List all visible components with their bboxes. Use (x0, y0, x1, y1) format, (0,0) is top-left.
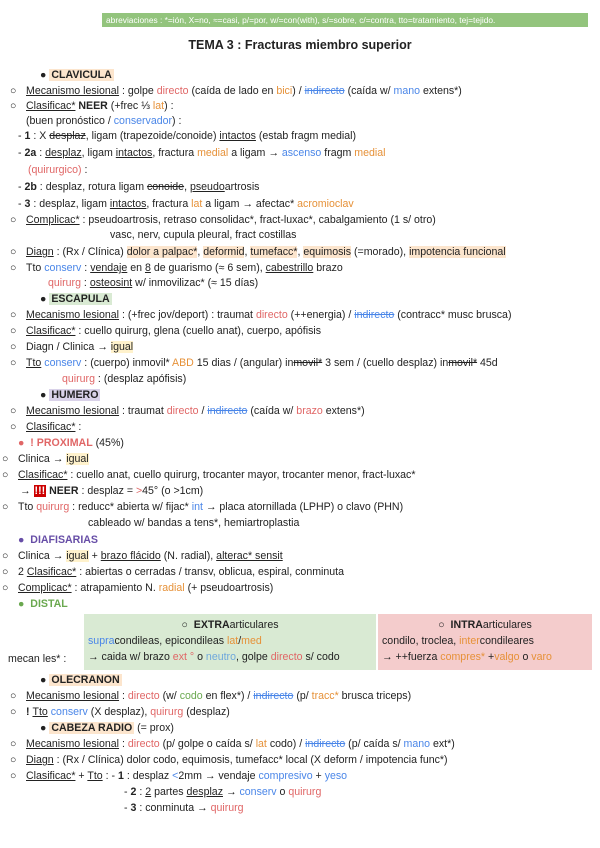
distal-heading (18, 597, 68, 611)
circle-bullet-icon: ○ (10, 309, 17, 321)
clavicula-grado-2a-quirurgico: (quirurgico) : (28, 164, 88, 176)
olecranon-mecanismo: ○ Mecanismo lesional : directo (w/ codo en flex*) / indirecto (p/ tracc* brusca triceps) (10, 690, 412, 702)
clavicula-clasificacion: ○ Clasificac* NEER (+frec ⅓ lat) : (10, 100, 174, 112)
circle-bullet-icon: ○ (10, 262, 17, 274)
clavicula-tratamiento-quirurgico: quirurg : osteosint w/ inmovilizac* (≈ 15 días) (48, 277, 259, 289)
clavicula-tratamiento: ○ Tto conserv : vendaje en 8 de guarismo (≈ 6 sem), cabestrillo brazo (10, 262, 343, 274)
bullet-icon: ● (40, 674, 47, 686)
clavicula-diagnostico: ○ Diagn : (Rx / Clínica) dolor a palpac*, deformid, tumefacc*, equimosis (=morado), impotencia funcional (10, 246, 506, 258)
olecranon-tratamiento: ○ ! Tto conserv (X desplaz), quirurg (desplaz) (10, 706, 230, 718)
cabeza-radio-heading: ● CABEZA RADIO (= prox) (40, 722, 174, 734)
cabeza-radio-clasificacion: ○ Clasificac* + Tto : - 1 : desplaz <2mm → vendaje compresivo + yeso (10, 770, 348, 782)
bullet-icon: ● (40, 69, 47, 81)
escapula-diagnostico: ○ Diagn / Clinica → igual (10, 341, 134, 353)
bullet-icon: ● (18, 534, 25, 546)
circle-bullet-icon: ○ (10, 690, 17, 702)
circle-bullet-icon: ○ (2, 550, 9, 562)
diafisarias-clinica: ○ Clinica → igual + brazo flácido (N. radial), alterac* sensit (2, 550, 283, 562)
intraarticulares-title: ○ INTRAarticulares (438, 619, 532, 631)
circle-bullet-icon: ○ (10, 770, 17, 782)
circle-bullet-icon: ○ (2, 566, 9, 578)
escapula-title: ESCAPULA (51, 293, 110, 305)
circle-bullet-icon: ○ (10, 754, 17, 766)
clavicula-title: CLAVICULA (51, 69, 112, 81)
diafisarias-title: DIAFISARIAS (30, 534, 98, 546)
extraarticulares-tipos: supracondileas, epicondileas lat/med (88, 635, 262, 647)
circle-bullet-icon: ○ (438, 619, 445, 631)
bullet-icon: ● (18, 437, 25, 449)
cabeza-radio-diagnostico: ○ Diagn : (Rx / Clínica) dolor codo, equimosis, tumefacc* local (X deform / impotencia func*) (10, 754, 448, 766)
distal-mecanismo-label: mecan les* : (8, 653, 67, 665)
olecranon-title: OLECRANON (51, 674, 120, 686)
proximal-neer: → !!! NEER : desplaz = >45° (o >1cm) (20, 485, 204, 497)
page-title: TEMA 3 : Fracturas miembro superior (188, 38, 412, 52)
circle-bullet-icon: ○ (10, 325, 17, 337)
circle-bullet-icon: ○ (2, 582, 9, 594)
proximal-heading: ● ! PROXIMAL (45%) (18, 437, 124, 449)
circle-bullet-icon: ○ (10, 706, 17, 718)
clavicula-complicaciones-2: vasc, nerv, cupula pleural, fract costillas (110, 229, 297, 241)
proximal-clinica: ○ Clinica → igual (2, 453, 89, 465)
diafisarias-complicaciones: ○ Complicac* : atrapamiento N. radial (+ pseudoartrosis) (2, 582, 274, 594)
circle-bullet-icon: ○ (10, 214, 17, 226)
humero-title: HUMERO (51, 389, 99, 401)
intraarticulares-tipos: condilo, troclea, intercondileares (382, 635, 534, 647)
olecranon-heading (40, 673, 122, 687)
extraarticulares-mecanismo: → caida w/ brazo ext ° o neutro, golpe directo s/ codo (88, 651, 340, 663)
cabeza-radio-grado-3: - 3 : conminuta → quirurg (124, 802, 244, 814)
humero-mecanismo: ○ Mecanismo lesional : traumat directo / indirecto (caída w/ brazo extens*) (10, 405, 365, 417)
extraarticulares-title: ○ EXTRAarticulares (181, 619, 279, 631)
proximal-tratamiento-2: cableado w/ bandas a tens*, hemiartroplastia (88, 517, 300, 529)
circle-bullet-icon: ○ (10, 100, 17, 112)
clavicula-grado-3: - 3 : desplaz, ligam intactos, fractura lat a ligam → afectac* acromioclav (18, 198, 354, 210)
intraarticulares-box (378, 614, 592, 670)
bullet-icon: ● (40, 722, 47, 734)
circle-bullet-icon: ○ (10, 246, 17, 258)
bullet-icon: ● (40, 293, 47, 305)
distal-title: DISTAL (30, 598, 68, 610)
circle-bullet-icon: ○ (181, 619, 188, 631)
diafisarias-clasificacion: ○ 2 Clasificac* : abiertas o cerradas / transv, oblicua, espiral, conminuta (2, 566, 345, 578)
proximal-tratamiento: ○ Tto quirurg : reducc* abierta w/ fijac* int → placa atornillada (LPHP) o clavo (PHN) (2, 501, 404, 513)
circle-bullet-icon: ○ (10, 85, 17, 97)
circle-bullet-icon: ○ (10, 405, 17, 417)
extraarticulares-box (84, 614, 376, 670)
cabeza-radio-grado-2: - 2 : 2 partes desplaz → conserv o quirurg (124, 786, 322, 798)
clavicula-grado-2a: - 2a : desplaz, ligam intactos, fractura medial a ligam → ascenso fragm medial (18, 147, 386, 159)
clavicula-complicaciones: ○ Complicac* : pseudoartrosis, retraso consolidac*, fract-luxac*, cabalgamiento (1 s/ otro) (10, 214, 436, 226)
clavicula-mecanismo: ○ Mecanismo lesional : golpe directo (caída de lado en bici) / indirecto (caída w/ mano extens*) (10, 85, 462, 97)
circle-bullet-icon: ○ (10, 738, 17, 750)
escapula-clasificacion: ○ Clasificac* : cuello quirurg, glena (cuello anat), cuerpo, apófisis (10, 325, 322, 337)
bullet-icon: ● (18, 598, 25, 610)
clavicula-heading (40, 68, 114, 82)
humero-heading (40, 388, 100, 402)
escapula-tratamiento-quirurgico: quirurg : (desplaz apófisis) (62, 373, 187, 385)
proximal-title: ! PROXIMAL (30, 437, 93, 449)
circle-bullet-icon: ○ (10, 421, 17, 433)
circle-bullet-icon: ○ (10, 341, 17, 353)
circle-bullet-icon: ○ (2, 501, 9, 513)
proximal-clasificacion: ○ Clasificac* : cuello anat, cuello quirurg, trocanter mayor, trocanter menor, fract-luxac* (2, 469, 416, 481)
circle-bullet-icon: ○ (2, 469, 9, 481)
circle-bullet-icon: ○ (2, 453, 9, 465)
diafisarias-heading (18, 533, 98, 547)
clavicula-grado-2b: - 2b : desplaz, rotura ligam conoide, pseudoartrosis (18, 181, 260, 193)
escapula-heading (40, 292, 112, 306)
bullet-icon: ● (40, 389, 47, 401)
escapula-mecanismo: ○ Mecanismo lesional : (+frec jov/deport) : traumat directo (++energia) / indirecto (contracc* musc brusca) (10, 309, 512, 321)
humero-clasificacion: ○ Clasificac* : (10, 421, 82, 433)
clavicula-pronostico: (buen pronóstico / conservador) : (26, 115, 182, 127)
cabeza-radio-title: CABEZA RADIO (51, 722, 133, 734)
circle-bullet-icon: ○ (10, 357, 17, 369)
cabeza-radio-mecanismo: ○ Mecanismo lesional : directo (p/ golpe o caída s/ lat codo) / indirecto (p/ caída s/ mano ext*) (10, 738, 455, 750)
intraarticulares-mecanismo: → ++fuerza compres* +valgo o varo (382, 651, 552, 663)
escapula-tratamiento: ○ Tto conserv : (cuerpo) inmovil* ABD 15 dias / (angular) inmovil* 3 sem / (cuello desplaz) inmovil* 45d (10, 357, 498, 369)
abbreviations-bar: abreviaciones : *=ión, X=no, ≈=casi, p/=por, w/=con(with), s/=sobre, c/=contra, tto=tratamiento, tej=tejido. (102, 13, 588, 27)
clavicula-grado-1: - 1 : X desplaz, ligam (trapezoide/conoide) intactos (estab fragm medial) (18, 130, 357, 142)
